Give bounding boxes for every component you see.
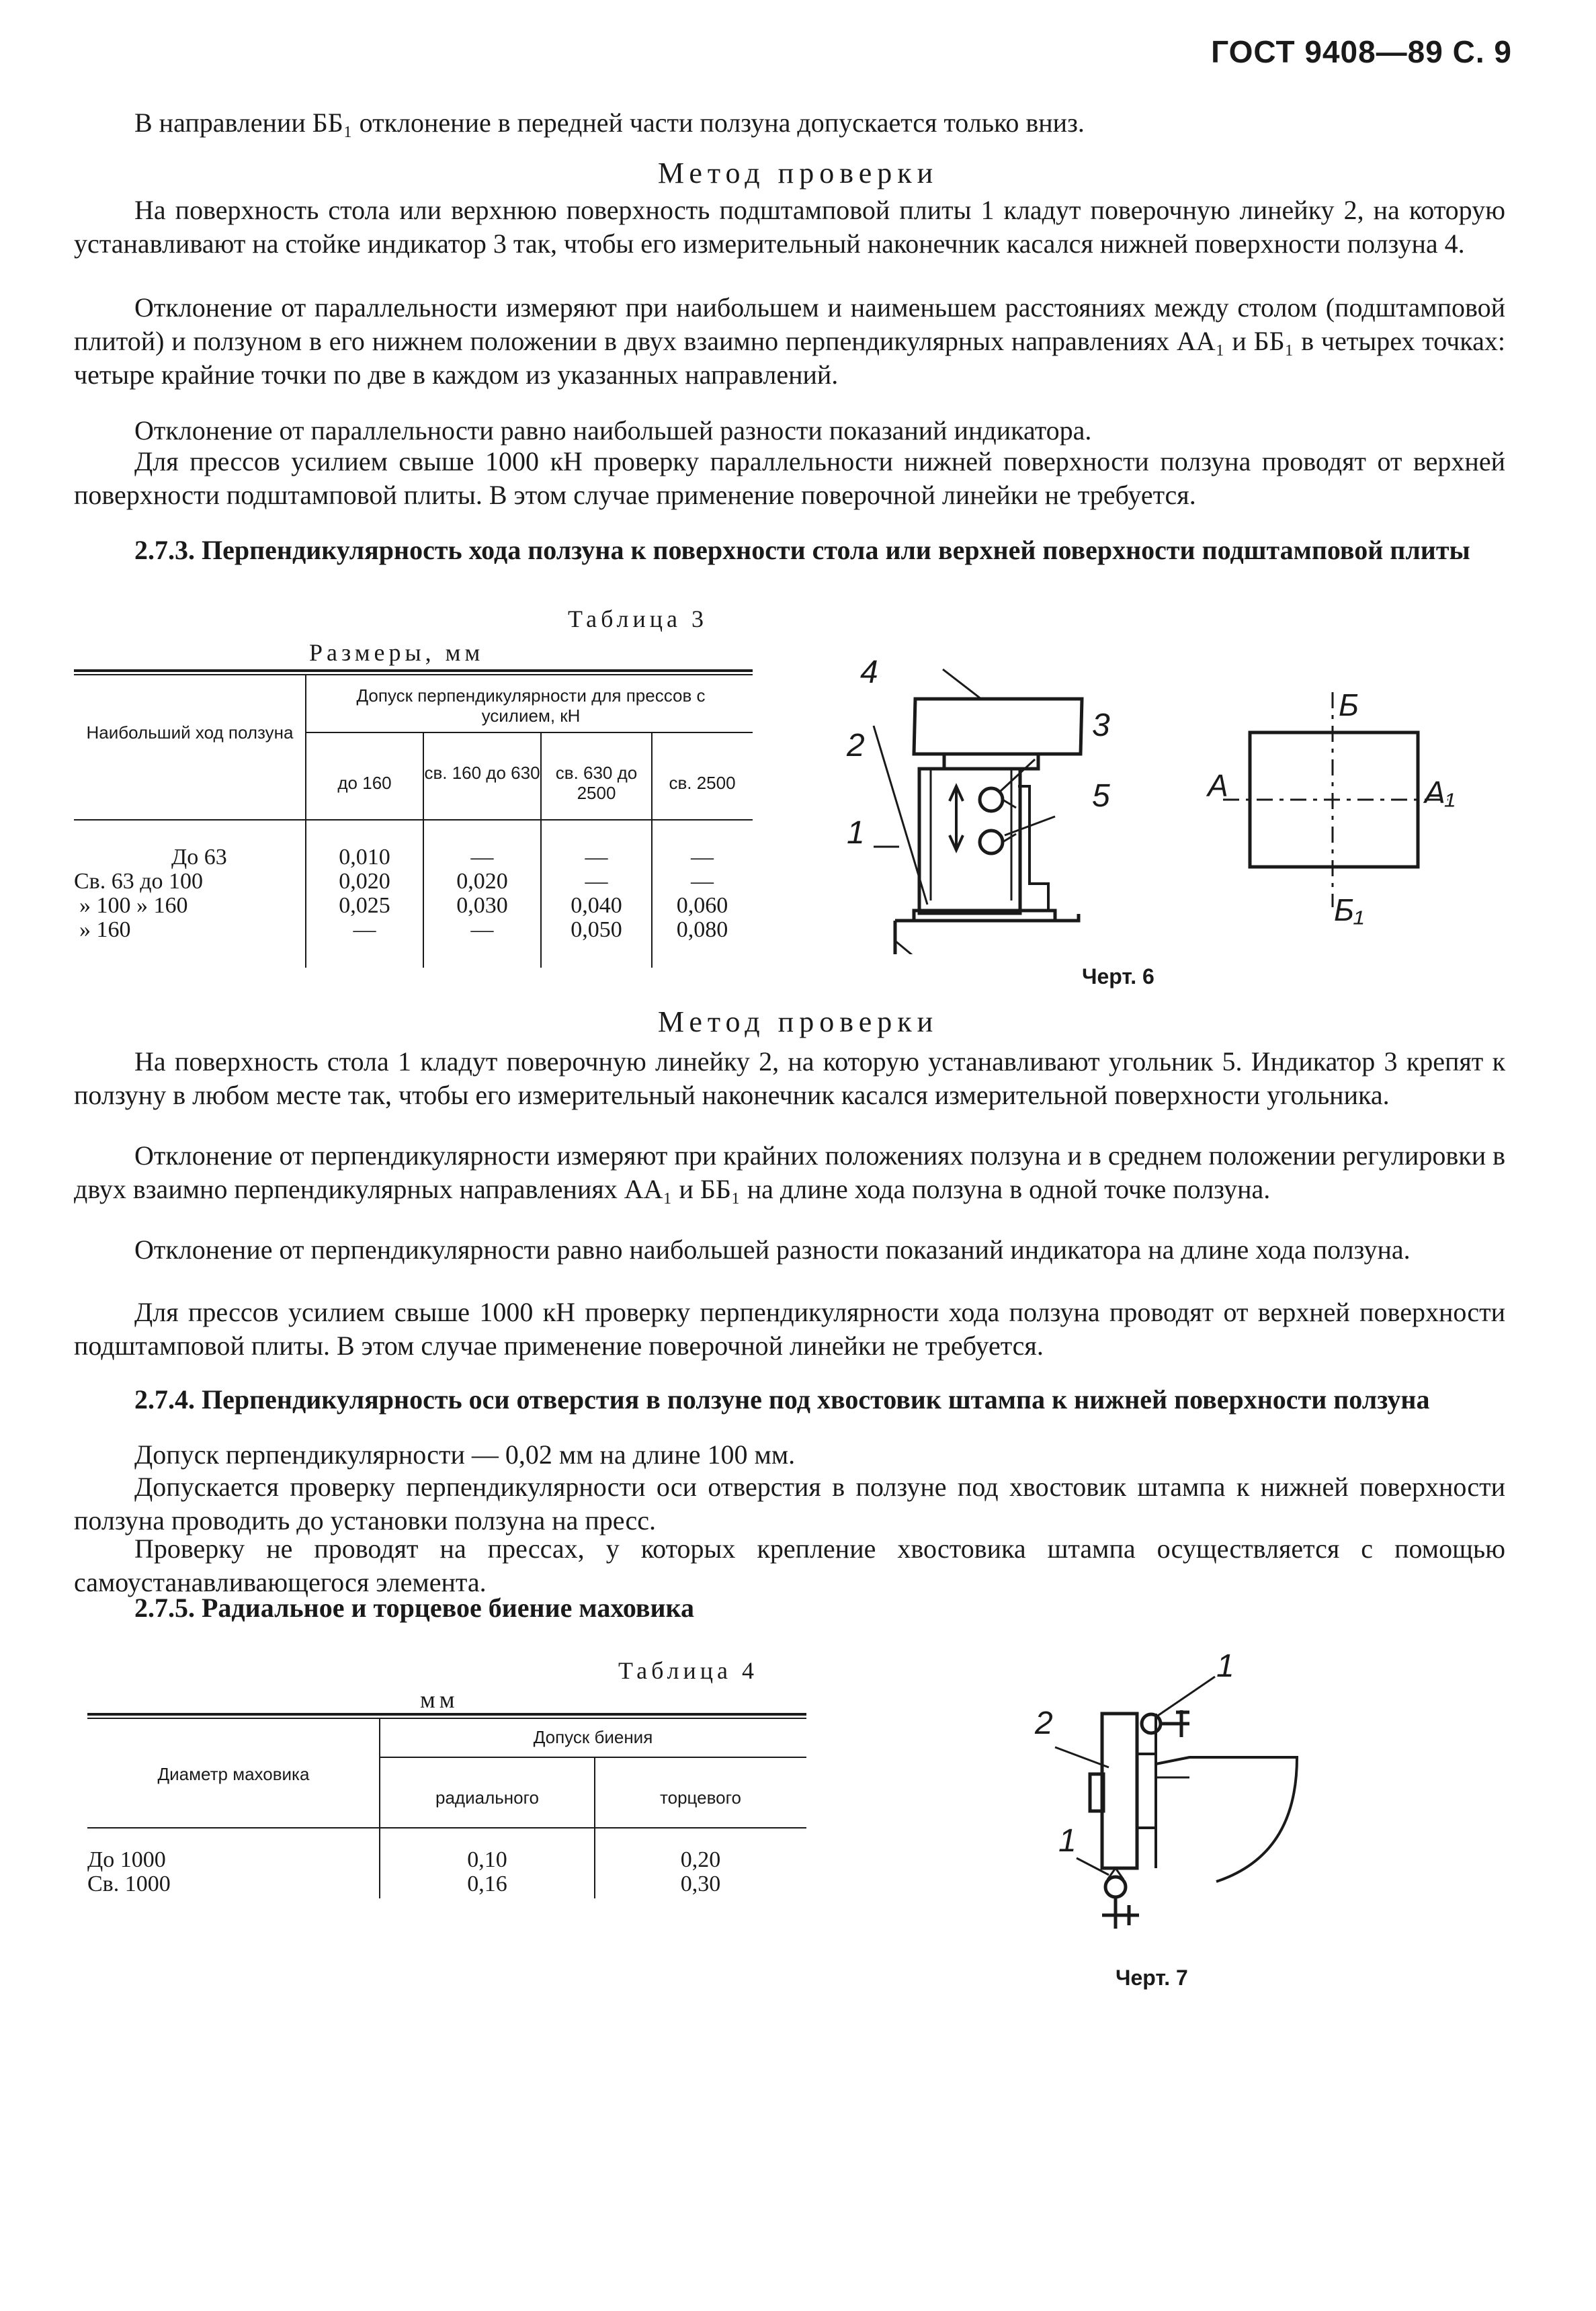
method1-paragraph-1: На поверхность стола или верхнюю поверхность подштамповой плиты 1 кладут поверочную линейку 2, на которую устанавливают на стойке индикатор 3 так, чтобы его измерительный наконечник касался нижней поверхности ползуна 4. [74,195,1505,259]
section-2-7-4-heading: 2.7.4. Перпендикулярность оси отверстия в ползуне под хвостовик штампа к нижней поверхности ползуна [134,1384,1430,1415]
table3-title: Таблица 3 [568,605,708,632]
fig6-plan-top: Б [1339,687,1359,722]
table3-head-left: Наибольший ход ползуна [86,722,294,743]
page-header: ГОСТ 9408—89 С. 9 [1211,34,1512,69]
table3-row-2-v4: — [691,869,714,894]
table3-row-3-label: » 100 » 160 [79,893,188,918]
figure-6-drawing [820,645,1465,954]
table3-row-4-v4: 0,080 [676,917,728,942]
fig6-plan-bottom: Б₁ [1334,892,1364,927]
method-heading-1: Метод проверки [657,157,939,190]
section-2-7-5-heading: 2.7.5. Радиальное и торцевое биение маховика [134,1593,694,1623]
fig6-label-3: 3 [1092,708,1110,743]
fig7-label-1-top: 1 [1216,1648,1234,1684]
table3-row-1-v4: — [691,845,714,870]
fig7-label-2: 2 [1035,1706,1053,1741]
fig6-label-5: 5 [1092,778,1110,814]
table4-row-1-v2: 0,20 [680,1847,721,1872]
section274-paragraph-3: Проверку не проводят на прессах, у которых крепление хвостовика штампа осуществляется с помощью самоустанавливающегося элемента. [74,1533,1505,1597]
table4-head-left: Диаметр маховика [157,1764,310,1784]
table4-row-2-v2: 0,30 [680,1872,721,1896]
table3-subhead-2: св. 160 до 630 [424,763,540,783]
method1-paragraph-3: Отклонение от параллельности равно наибольшей разности показаний индикатора. [134,415,1092,446]
table3-row-1-v2: — [470,845,494,870]
table3-row-3-v2: 0,030 [456,893,508,918]
table4-title: Таблица 4 [618,1657,758,1684]
method2-paragraph-3: Отклонение от перпендикулярности равно наибольшей разности показаний индикатора на длине хода ползуна. [134,1234,1411,1265]
table4-subhead-2: торцевого [660,1788,741,1808]
table3-row-4-label: » 160 [79,917,131,942]
table3-row-3-v3: 0,040 [571,893,622,918]
section274-paragraph-2: Допускается проверку перпендикулярности оси отверстия в ползуне под хвостовик штампа к нижней поверхности ползуна проводить до установки ползуна на пресс. [74,1472,1505,1536]
table3-row-1-v3: — [585,845,608,870]
fig6-label-4: 4 [860,655,878,690]
section274-paragraph-1: Допуск перпендикулярности — 0,02 мм на длине 100 мм. [134,1439,796,1470]
table3-row-2-v1: 0,020 [339,869,390,894]
table4-subhead-1: радиального [435,1788,539,1808]
fig6-plan-left: А [1208,768,1228,803]
table4-row-2-v1: 0,16 [467,1872,507,1896]
method2-paragraph-4: Для прессов усилием свыше 1000 кН проверку перпендикулярности хода ползуна проводят от верхней поверхности подштамповой плиты. В этом случае применение поверочной линейки не требуется. [74,1297,1505,1361]
method2-paragraph-2: Отклонение от перпендикулярности измеряют при крайних положениях ползуна и в среднем положении регулировки в двух взаимно перпендикулярных направлениях АА₁ и ББ₁ на длине хода ползуна в одной точке ползуна. [74,1140,1505,1204]
method1-paragraph-2: Отклонение от параллельности измеряют при наибольшем и наименьшем расстояниях между столом (подштамповой плитой) и ползуном в его нижнем положении в двух взаимно перпендикулярных направлениях АА₁ и ББ₁ в четырех точках: четыре крайние точки по две в каждом из указанных направлений. [74,292,1505,390]
method1-paragraph-4: Для прессов усилием свыше 1000 кН проверку параллельности нижней поверхности ползуна проводят от верхней поверхности подштамповой плиты. В этом случае применение поверочной линейки не требуется. [74,446,1505,510]
table3-subhead-1: до 160 [337,773,392,793]
table3-row-1-v1: 0,010 [339,845,390,870]
table3-row-2-v3: — [585,869,608,894]
table3-row-4-v2: — [470,917,494,942]
table3-subhead-4: св. 2500 [669,773,736,793]
table3-row-4-v1: — [353,917,376,942]
table4-head-group: Допуск биения [533,1727,653,1747]
table3-row-1-label: До 63 [171,845,227,870]
figure-7-caption: Черт. 7 [1116,1966,1188,1990]
fig6-label-1: 1 [847,815,865,851]
table3-subhead-3: св. 630 до 2500 [555,763,638,803]
table3-row-2-v2: 0,020 [456,869,508,894]
table3-row-3-v4: 0,060 [676,893,728,918]
table4-row-1-label: До 1000 [87,1847,166,1872]
table4-row-1-v1: 0,10 [467,1847,507,1872]
table3-row-3-v1: 0,025 [339,893,390,918]
section-2-7-3-heading: 2.7.3. Перпендикулярность хода ползуна к поверхности стола или верхней поверхности подштамповой плиты [134,535,1470,565]
table3-row-2-label: Св. 63 до 100 [74,869,204,894]
method2-paragraph-1: На поверхность стола 1 кладут поверочную линейку 2, на которую устанавливают угольник 5. Индикатор 3 крепят к ползуну в любом месте так, чтобы его измерительный наконечник касался измерительной поверхности угольника. [74,1046,1505,1110]
intro-paragraph: В направлении ББ₁ отклонение в передней части ползуна допускается только вниз. [134,108,1085,138]
table3-head-group: Допуск перпендикулярности для прессов с усилием, кН [356,685,706,726]
table4-units: мм [420,1686,459,1713]
figure-6-caption: Черт. 6 [1082,964,1154,989]
method-heading-2: Метод проверки [657,1005,939,1038]
table4-row-2-label: Св. 1000 [87,1872,171,1896]
fig6-label-2: 2 [847,728,865,763]
fig6-plan-right: А₁ [1425,775,1456,810]
table3-units: Размеры, мм [309,639,485,666]
figure-7-drawing [1015,1640,1351,1956]
table3-row-4-v3: 0,050 [571,917,622,942]
fig7-label-1-bottom: 1 [1058,1823,1077,1859]
